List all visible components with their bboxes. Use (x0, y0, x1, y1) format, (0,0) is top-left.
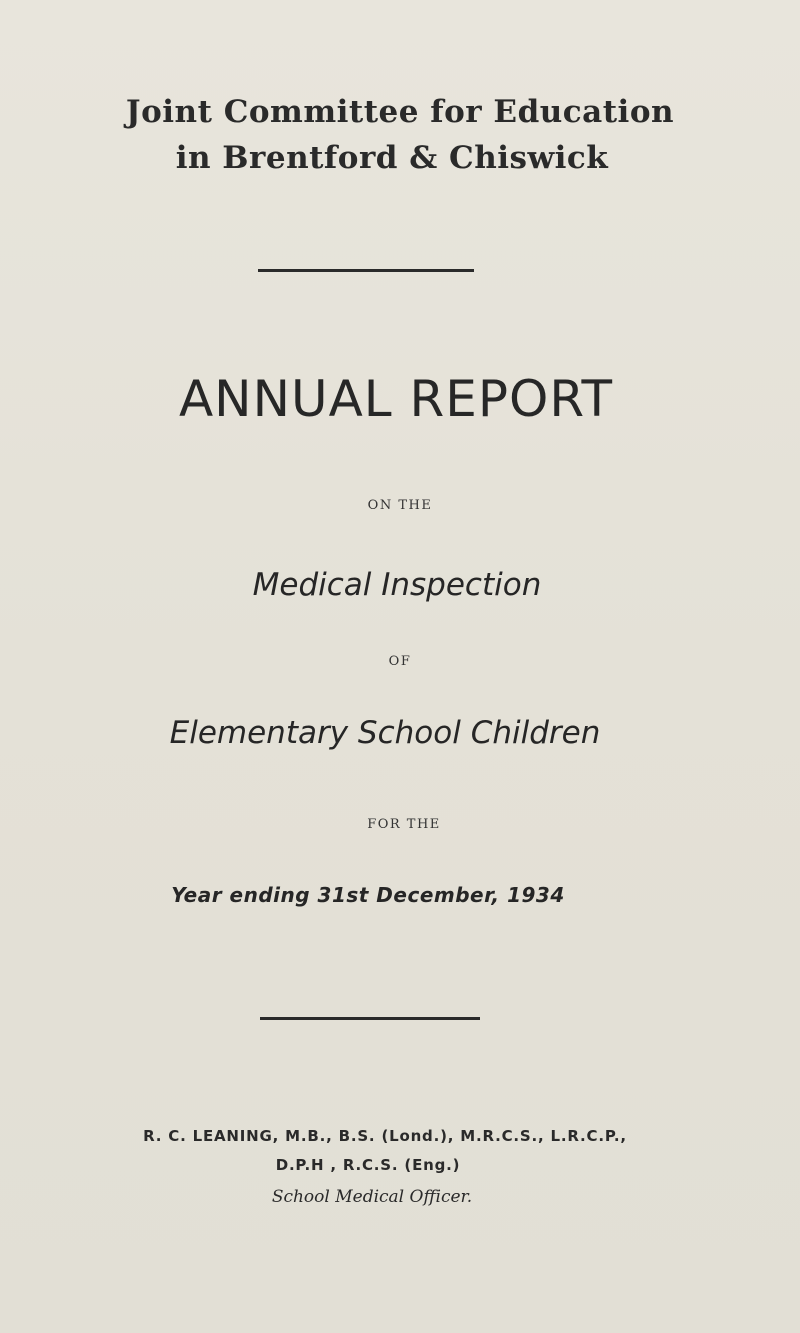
report-group: Elementary School Children (169, 715, 601, 751)
on-the-label: ON THE (367, 498, 433, 513)
for-the-label: FOR THE (367, 817, 441, 832)
committee-heading-line2: in Brentford & Chiswick (175, 140, 609, 176)
divider-bottom (260, 1017, 480, 1020)
report-title: ANNUAL REPORT (178, 370, 614, 428)
of-label: OF (388, 654, 412, 669)
officer-role: School Medical Officer. (271, 1187, 473, 1207)
officer-name-line1: R. C. LEANING, M.B., B.S. (Lond.), M.R.C.S., L.R.C.P., (143, 1127, 627, 1145)
report-subject: Medical Inspection (252, 567, 542, 603)
committee-heading-line1: Joint Committee for Education (125, 94, 675, 130)
officer-name-line2: D.P.H , R.C.S. (Eng.) (275, 1156, 461, 1174)
divider-top (258, 269, 474, 272)
report-period: Year ending 31st December, 1934 (171, 883, 565, 907)
